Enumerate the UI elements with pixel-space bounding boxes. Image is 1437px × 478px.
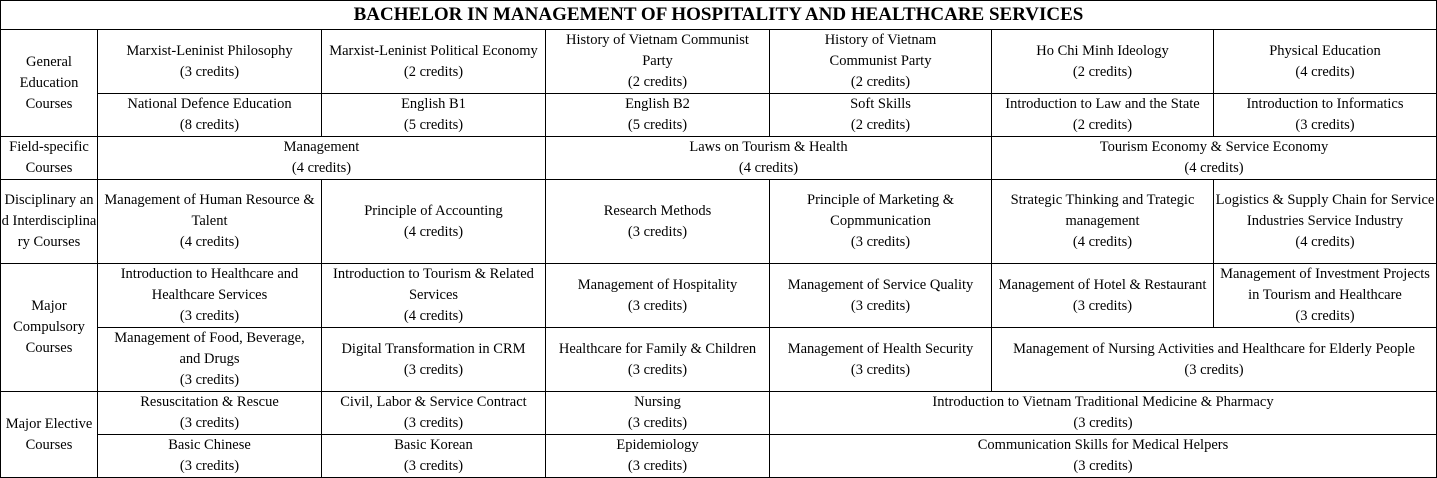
course-cell: [1214, 94, 1437, 137]
course-name: Tourism Economy & Service Economy: [1099, 139, 1329, 155]
course-cell: [98, 94, 322, 137]
page-title: BACHELOR IN MANAGEMENT OF HOSPITALITY AND HEALTHCARE SERVICES: [1, 1, 1437, 30]
course-name: Physical Education: [1269, 42, 1381, 59]
course-cell: [98, 30, 322, 94]
course-name: Introduction to Tourism & Related Services: [333, 266, 534, 303]
course-credits: (3 credits): [627, 223, 688, 240]
course-credits: (3 credits): [627, 415, 688, 431]
course-name: Marxist-Leninist Political Economy: [329, 42, 538, 59]
course-credits: (3 credits): [1073, 458, 1133, 474]
course-cell: [546, 137, 992, 180]
category-major-elective: Major Elective Courses: [1, 392, 98, 478]
course-cell: [992, 264, 1214, 328]
course-name: Soft Skills: [850, 96, 911, 112]
course-cell: [322, 435, 546, 478]
course-name: Civil, Labor & Service Contract: [340, 394, 527, 410]
course-cell: [992, 328, 1437, 392]
course-credits: (3 credits): [1295, 117, 1355, 133]
course-credits: (3 credits): [179, 458, 240, 474]
course-credits: (4 credits): [403, 308, 464, 324]
course-name: Principle of Accounting: [364, 202, 503, 219]
course-credits: (3 credits): [850, 234, 911, 250]
course-cell: [770, 180, 992, 264]
course-name: History of Vietnam Communist Party: [566, 32, 749, 69]
course-name: National Defence Education: [127, 96, 292, 112]
course-credits: (3 credits): [403, 415, 464, 431]
course-name: Healthcare for Family & Children: [558, 340, 757, 357]
course-credits: (3 credits): [1184, 361, 1244, 378]
course-cell: [770, 392, 1437, 435]
course-name: Management of Human Resource & Talent: [104, 192, 315, 229]
course-credits: (4 credits): [291, 160, 352, 176]
course-cell: [98, 137, 546, 180]
course-cell: [322, 94, 546, 137]
course-cell: [992, 94, 1214, 137]
course-name: Introduction to Informatics: [1246, 96, 1404, 112]
course-credits: (3 credits): [850, 297, 911, 314]
course-credits: (4 credits): [738, 160, 799, 176]
course-credits: (2 credits): [850, 117, 911, 133]
course-cell: [1214, 30, 1437, 94]
course-credits: (3 credits): [627, 297, 688, 314]
course-name: Digital Transformation in CRM: [341, 340, 526, 357]
course-credits: (4 credits): [1072, 234, 1133, 250]
course-credits: (4 credits): [403, 223, 464, 240]
course-credits: (3 credits): [179, 308, 240, 324]
course-credits: (4 credits): [1295, 234, 1355, 250]
course-credits: (5 credits): [627, 117, 688, 133]
course-credits: (5 credits): [403, 117, 464, 133]
course-cell: [992, 30, 1214, 94]
course-cell: [992, 137, 1437, 180]
course-name: Strategic Thinking and Trategic management: [1010, 192, 1195, 229]
course-credits: (3 credits): [1072, 297, 1133, 314]
course-name: Laws on Tourism & Health: [689, 139, 848, 155]
category-general-education: General Education Courses: [1, 30, 98, 137]
course-name: Management of Service Quality: [787, 276, 974, 293]
course-cell: [98, 435, 322, 478]
course-name: English B1: [401, 96, 466, 112]
course-cell: [546, 94, 770, 137]
course-cell: [322, 180, 546, 264]
course-credits: (2 credits): [1072, 63, 1133, 80]
course-credits: (2 credits): [403, 63, 464, 80]
course-cell: [546, 392, 770, 435]
course-name: Management of Health Security: [787, 340, 974, 357]
course-credits: (4 credits): [179, 234, 240, 250]
category-major-compulsory: Major Compulsory Courses: [1, 264, 98, 392]
course-name: Introduction to Healthcare and Healthcare Services: [120, 266, 299, 303]
course-name: Management of Hospitality: [577, 276, 738, 293]
course-name: Resuscitation & Rescue: [140, 394, 279, 410]
course-name: Nursing: [634, 394, 681, 410]
course-name: Research Methods: [603, 202, 712, 219]
course-cell: [770, 264, 992, 328]
course-cell: [322, 328, 546, 392]
course-credits: (2 credits): [850, 74, 911, 90]
course-credits: (3 credits): [179, 63, 240, 80]
course-name: Communication Skills for Medical Helpers: [977, 437, 1229, 453]
course-name: Introduction to Vietnam Traditional Medicine & Pharmacy: [932, 394, 1274, 410]
course-cell: [546, 180, 770, 264]
course-name: Ho Chi Minh Ideology: [1036, 42, 1169, 59]
course-credits: (3 credits): [627, 361, 688, 378]
course-name: Management of Investment Projects in Tourism and Healthcare: [1220, 266, 1430, 303]
course-name: History of Vietnam Communist Party: [824, 32, 937, 69]
course-cell: [98, 264, 322, 328]
course-name: Marxist-Leninist Philosophy: [126, 42, 293, 59]
course-cell: [546, 328, 770, 392]
course-name: Management of Nursing Activities and Healthcare for Elderly People: [1013, 340, 1415, 357]
course-cell: [770, 30, 992, 94]
course-credits: (8 credits): [179, 117, 240, 133]
course-cell: [992, 180, 1214, 264]
course-credits: (4 credits): [1184, 160, 1244, 176]
course-credits: (3 credits): [403, 458, 464, 474]
course-credits: (3 credits): [1073, 415, 1133, 431]
course-name: Management of Hotel & Restaurant: [998, 276, 1207, 293]
course-credits: (3 credits): [850, 361, 911, 378]
course-cell: [546, 30, 770, 94]
course-name: Management: [283, 139, 360, 155]
course-credits: (3 credits): [1295, 308, 1355, 324]
course-name: Principle of Marketing & Copmmunication: [807, 192, 954, 229]
course-cell: [98, 328, 322, 392]
course-cell: [322, 392, 546, 435]
course-credits: (3 credits): [627, 458, 688, 474]
course-credits: (3 credits): [179, 415, 240, 431]
course-cell: [1214, 264, 1437, 328]
course-cell: [322, 264, 546, 328]
course-name: Epidemiology: [616, 437, 699, 453]
course-cell: [1214, 180, 1437, 264]
course-cell: [546, 435, 770, 478]
course-cell: [98, 392, 322, 435]
category-field-specific: Field-specific Courses: [1, 137, 98, 180]
course-cell: [322, 30, 546, 94]
course-cell: [98, 180, 322, 264]
course-credits: (4 credits): [1295, 63, 1355, 80]
course-credits: (2 credits): [627, 74, 688, 90]
course-credits: (2 credits): [1072, 117, 1133, 133]
course-credits: (3 credits): [179, 372, 240, 388]
course-cell: [770, 328, 992, 392]
course-credits: (3 credits): [403, 361, 464, 378]
course-name: Management of Food, Beverage, and Drugs: [114, 330, 305, 367]
course-name: Logistics & Supply Chain for Service Industries Service Industry: [1215, 192, 1435, 229]
course-name: Introduction to Law and the State: [1005, 96, 1200, 112]
course-name: English B2: [625, 96, 690, 112]
course-cell: [770, 435, 1437, 478]
course-cell: [546, 264, 770, 328]
category-disciplinary: Disciplinary and Interdisciplinary Courses: [1, 180, 98, 264]
course-cell: [770, 94, 992, 137]
course-name: Basic Chinese: [168, 437, 251, 453]
course-name: Basic Korean: [394, 437, 473, 453]
